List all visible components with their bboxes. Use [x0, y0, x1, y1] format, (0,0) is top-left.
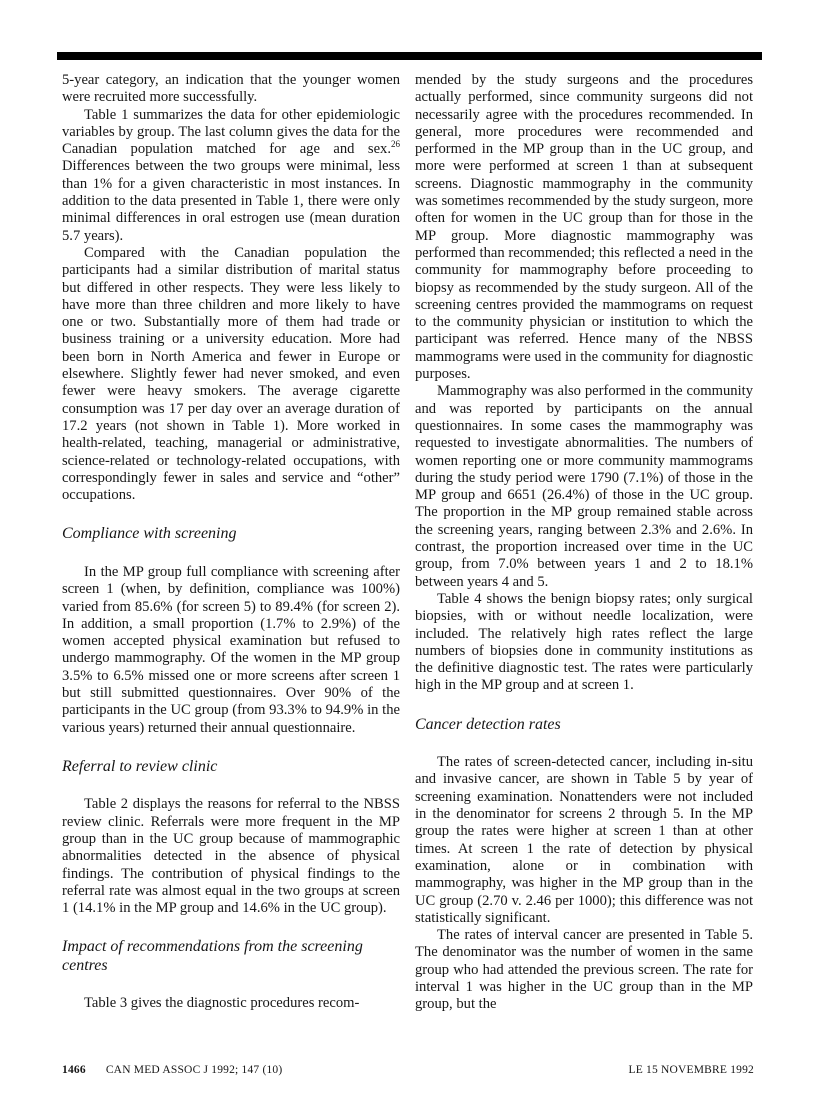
journal-citation: CAN MED ASSOC J 1992; 147 (10) — [105, 1064, 283, 1076]
right-column — [415, 72, 753, 1014]
paragraph: 5-year category, an indication that the younger women were recruited more successfully. — [62, 72, 400, 106]
paragraph-text: Table 1 summarizes the data for other epidemiologic variables by group. The last column gives the data for the Canadian population matched for age and sex. — [62, 106, 400, 158]
section-heading-cancer-detection: Cancer detection rates — [415, 715, 561, 733]
paragraph: mended by the study surgeons and the procedures actually performed, since community surgeons did not necessarily agree with the procedures recommended. In general, more procedures were recommended and performed in the MP group than in the UC group, and more were performed at screen 1 than at subsequent screens. Diagnostic mammography in the community was sometimes recommended by the study surgeon, more often for women in the UC group than for those in the MP group. More diagnostic mammography was performed than recommended; this reflected a need in the community for mammography before proceeding to biopsy as recommended by the study surgeon. All of the screening centres provided the mammograms on request to the community physician or institution to which the participant was referred. Hence many of the NBSS mammograms were used in the community for diagnostic purposes. — [415, 72, 753, 383]
reference-superscript: 26 — [391, 139, 400, 150]
paragraph — [62, 107, 400, 245]
paragraph: Table 4 shows the benign biopsy rates; only surgical biopsies, with or without needle localization, were included. The relatively high rates reflect the large numbers of biopsies done in community institutions as the definitive diagnostic test. The rates were particularly high in the MP group and at screen 1. — [415, 590, 753, 694]
section-heading-impact: Impact of recommendations from the screening centres — [62, 938, 363, 974]
page-footer — [62, 1064, 754, 1076]
paragraph: Table 3 gives the diagnostic procedures recom- — [84, 995, 360, 1012]
section-heading-referral: Referral to review clinic — [62, 757, 218, 775]
paragraph: In the MP group full compliance with screening after screen 1 (when, by definition, compliance was 100%) varied from 85.6% (for screen 5) to 89.4% (for screen 2). In addition, a small proportion (1.7% to 2.9%) of the women accepted physical examination but refused to undergo mammography. Of the women in the MP group 3.5% to 6.5% missed one or more screens after screen 1 but still submitted questionnaires. Over 90% of the participants in the UC group (from 93.3% to 94.9% in the various years) returned their annual questionnaire. — [62, 563, 400, 736]
top-rule — [57, 52, 762, 60]
paragraph: Compared with the Canadian population the participants had a similar distribution of marital status but differed in other respects. They were less likely to have more than three children and more likely to have one or two. Substantially more of them had trade or business training or a university education. More had been born in North America and fewer in Europe or elsewhere. Slightly fewer had never smoked, and even fewer were heavy smokers. The average cigarette consumption was 17 per day over an average duration of 17.2 years (not shown in Table 1). More worked in health-related, teaching, managerial or administrative, science-related or technology-related occupations, with correspondingly fewer in sales and service and “other” occupations. — [62, 244, 400, 504]
paragraph: Table 2 displays the reasons for referral to the NBSS review clinic. Referrals were more frequent in the MP group than in the UC group because of mammographic abnormalities detected in the absence of physical findings. The contribution of physical findings to the referral rate was almost equal in the two groups at screen 1 (14.1% in the MP group and 14.6% in the UC group). — [62, 796, 400, 917]
paragraph: Mammography was also performed in the community and was reported by participants on the annual questionnaires. In some cases the mammography was requested to investigate abnormalities. The numbers of women reporting one or more community mammograms during the study period were 1790 (7.1%) of those in the MP group and 6651 (26.4%) of those in the UC group. The proportion in the MP group remained stable across the screening years, ranging between 2.3% and 2.6%. In contrast, the proportion increased over time in the UC group, from 7.0% between years 1 and 2 to 18.1% between years 4 and 5. — [415, 383, 753, 590]
paragraph: The rates of screen-detected cancer, including in-situ and invasive cancer, are shown in Table 5 by year of screening examination. Nonattenders were not included in the denominator for screens 2 through 5. In the MP group the rates were higher at screen 1 than at other times. At screen 1 the rate of detection by physical examination, alone or in combination with mammography, was higher in the MP group than in the UC group (2.70 v. 2.46 per 1000); this difference was not statistically significant. — [415, 754, 753, 926]
issue-date: LE 15 NOVEMBRE 1992 — [628, 1064, 754, 1076]
left-column — [62, 72, 400, 1013]
section-heading-compliance: Compliance with screening — [62, 525, 237, 543]
paragraph-text: Differences between the two groups were minimal, less than 1% for a given characteristic in most instances. In addition to the data presented in Table 1, there were only minimal differences in oral estrogen use (mean duration 5.7 years). — [62, 158, 400, 244]
paragraph: The rates of interval cancer are presented in Table 5. The denominator was the number of women in the same group who had attended the previous screen. The rate for interval 1 was higher in the UC group than in the MP group, but the — [415, 927, 753, 1013]
page-number: 1466 — [62, 1064, 86, 1076]
